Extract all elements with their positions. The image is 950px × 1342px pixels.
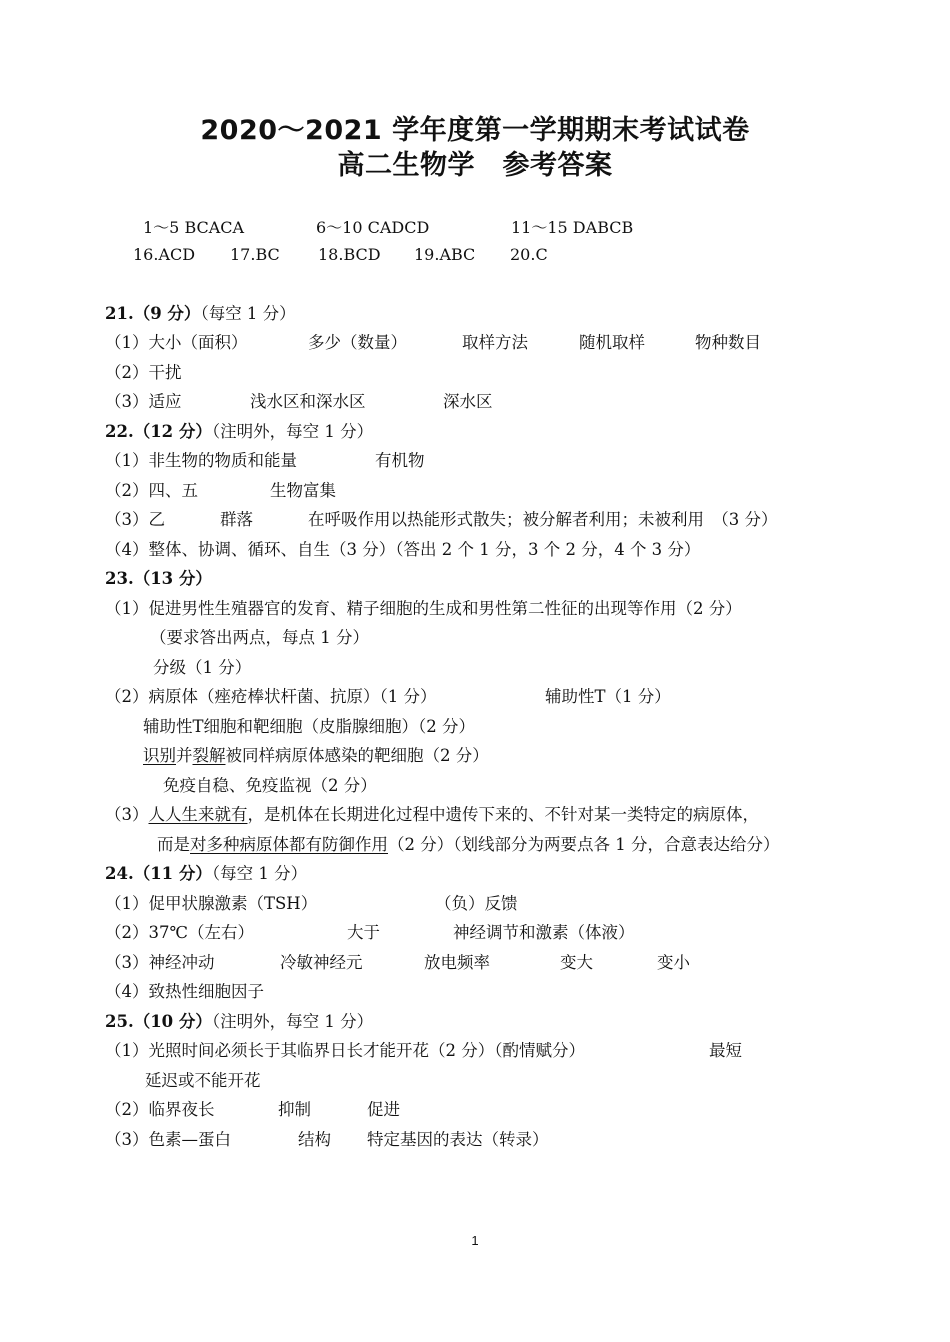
answer-item: 群落 [220,510,253,529]
answer-line [105,892,518,916]
answer-line [105,597,742,621]
answer-line [105,803,759,827]
answer-text: （3） [105,805,149,824]
question-number: 23.（13 分） [105,569,212,588]
page-subtitle: 高二生物学 参考答案 [337,150,613,181]
answer-item: 放电频率 [424,953,490,972]
question-heading [105,1010,373,1034]
answer-item: 分级（1 分） [153,658,252,677]
answer-line [105,980,264,1004]
answer-line [153,656,251,680]
answer-line [105,685,671,709]
answer-line [105,538,700,562]
answer-line [163,774,377,798]
answer-item: （2）病原体（痤疮棒状杆菌、抗原）（1 分） [105,687,437,706]
answer-line [105,449,425,473]
answer-text: 并 [176,746,193,765]
answer-item: （1）光照时间必须长于其临界日长才能开花（2 分）（酌情赋分） [105,1041,585,1060]
answer-line [145,1069,261,1093]
answer-line [105,1039,742,1063]
answer-item: （1）促甲状腺激素（TSH） [105,894,318,913]
mcq-answer: 17.BC [230,245,280,264]
answer-item: 有机物 [375,451,425,470]
mcq-answer: 1～5 BCACA [143,218,245,237]
answer-text: 而是 [157,835,190,854]
answer-item: （1）大小（面积） [105,333,248,352]
answer-item: 变大 [560,953,593,972]
answer-item: 在呼吸作用以热能形式散失；被分解者利用；未被利用 （3 分） [308,510,778,529]
mcq-answer: 18.BCD [318,245,381,264]
answer-item: （2）37℃（左右） [105,923,254,942]
question-heading [105,420,373,444]
answer-line [150,626,369,650]
scoring-note: （每空 1 分） [200,304,296,323]
question-number: 21.（9 分） [105,304,201,323]
answer-item: （1）促进男性生殖器官的发育、精子细胞的生成和男性第二性征的出现等作用（2 分） [105,599,742,618]
answer-item: 大于 [347,923,380,942]
answer-item: （3）乙 [105,510,165,529]
answer-item: 深水区 [443,392,493,411]
answer-item: 辅助性T（1 分） [545,687,671,706]
answer-item: 免疫自稳、免疫监视（2 分） [163,776,377,795]
mcq-answer: 11～15 DABCB [511,218,634,237]
answer-item: 多少（数量） [308,333,407,352]
answer-item: （4）整体、协调、循环、自生（3 分）（答出 2 个 1 分，3 个 2 分，4 个 3 分） [105,540,701,559]
answer-line [105,921,635,945]
answer-line [105,508,778,532]
answer-item: 物种数目 [695,333,761,352]
answer-item: （2）临界夜长 [105,1100,215,1119]
scoring-note: （注明外，每空 1 分） [211,1012,374,1031]
question-number: 25.（10 分） [105,1012,212,1031]
answer-line [105,951,690,975]
answer-item: （2）四、五 [105,481,198,500]
answer-line [157,833,779,857]
answer-item: （1）非生物的物质和能量 [105,451,297,470]
answer-item: 抑制 [278,1100,311,1119]
question-number: 22.（12 分） [105,422,212,441]
underlined-key-point: 识别 [143,746,176,765]
answer-line [105,331,761,355]
question-heading [105,567,212,591]
mcq-answer: 16.ACD [133,245,196,264]
answer-item: （3）适应 [105,392,182,411]
question-number: 24.（11 分） [105,864,212,883]
question-heading [105,862,307,886]
answer-text: ，是机体在长期进化过程中遗传下来的、不针对某一类特定的病原体， [247,805,759,824]
answer-line [143,715,475,739]
mcq-answer: 19.ABC [414,245,476,264]
underlined-key-point: 人人生来就有 [148,805,248,824]
answer-item: 生物富集 [270,481,336,500]
answer-item: 冷敏神经元 [280,953,363,972]
answer-item: 神经调节和激素（体液） [453,923,635,942]
underlined-key-point: 对多种病原体都有防御作用 [190,835,388,854]
answer-item: 随机取样 [579,333,645,352]
answer-line [105,1098,400,1122]
answer-item: 促进 [367,1100,400,1119]
answer-line [105,479,336,503]
answer-item: 结构 [298,1130,331,1149]
answer-item: 延迟或不能开花 [145,1071,261,1090]
mcq-answer: 20.C [510,245,548,264]
answer-item: （3）色素—蛋白 [105,1130,231,1149]
answer-item: 特定基因的表达（转录） [367,1130,549,1149]
answer-line [105,1128,549,1152]
answer-item: 变小 [657,953,690,972]
scoring-note: （每空 1 分） [211,864,308,883]
answer-line [143,744,489,768]
answer-item: （负）反馈 [435,894,518,913]
answer-item: （要求答出两点，每点 1 分） [150,628,369,647]
answer-item: （2）干扰 [105,363,182,382]
page-title: 2020～2021 学年度第一学期期末考试试卷 [200,115,750,146]
answer-line [105,390,493,414]
answer-item: 浅水区和深水区 [250,392,366,411]
answer-item: （4）致热性细胞因子 [105,982,264,1001]
answer-item: 辅助性T细胞和靶细胞（皮脂腺细胞）（2 分） [143,717,475,736]
scoring-note: （注明外，每空 1 分） [211,422,374,441]
page-number: 1 [471,1233,479,1248]
answer-item: 最短 [709,1041,742,1060]
answer-item: 取样方法 [462,333,528,352]
answer-text: 被同样病原体感染的靶细胞（2 分） [225,746,489,765]
answer-item: （3）神经冲动 [105,953,215,972]
underlined-key-point: 裂解 [192,746,226,765]
answer-line [105,361,182,385]
question-heading [105,302,296,326]
answer-text: （2 分）（划线部分为两要点各 1 分，合意表达给分） [388,835,780,854]
mcq-answer: 6～10 CADCD [316,218,430,237]
